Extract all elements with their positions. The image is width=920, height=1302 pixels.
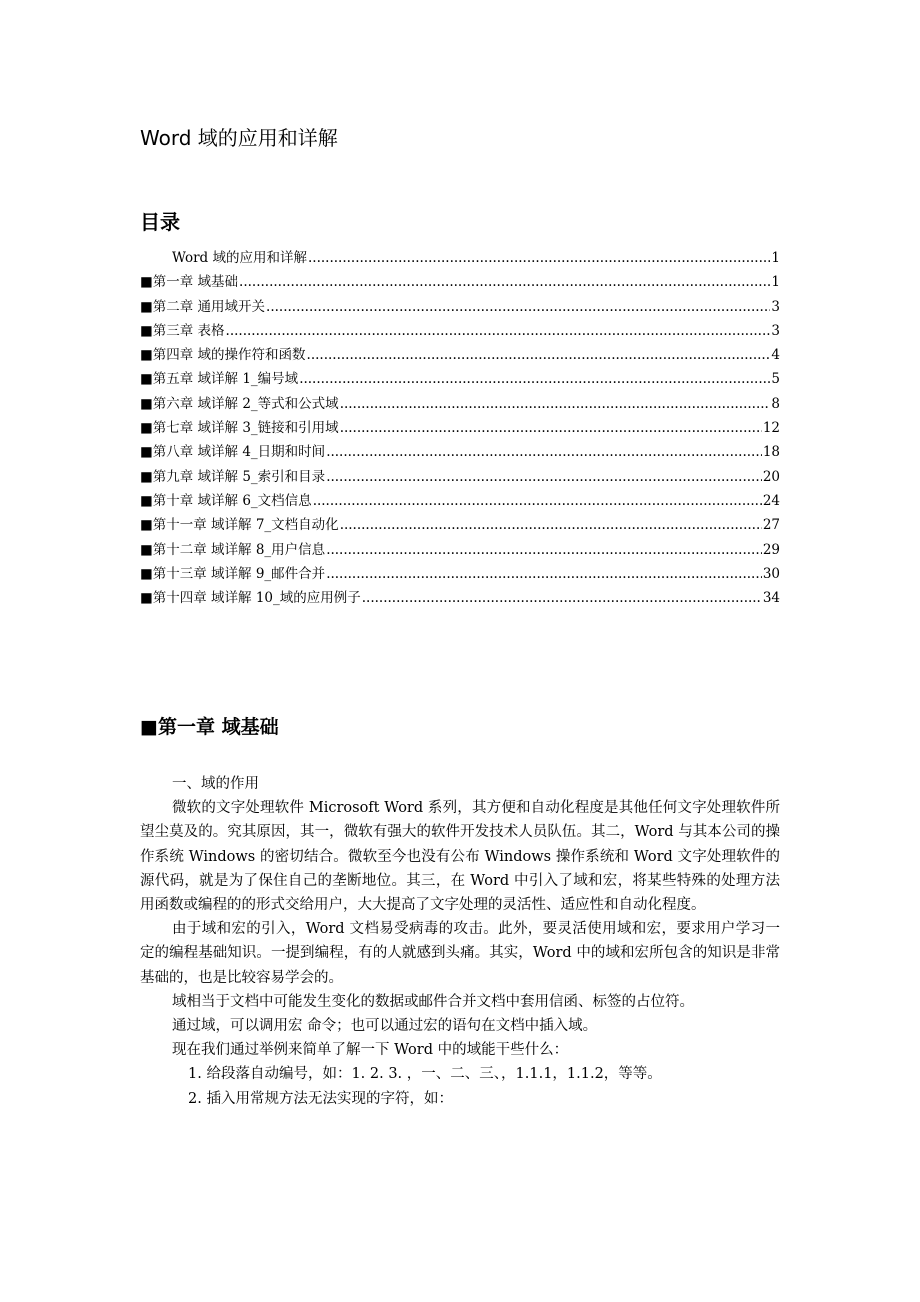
toc-leader-dots <box>326 538 762 562</box>
toc-leader-dots <box>313 489 762 513</box>
toc-leader-dots <box>226 319 771 343</box>
toc-entry-page: 30 <box>762 565 780 582</box>
body-paragraph: 现在我们通过举例来简单了解一下 Word 中的域能干些什么： <box>172 1042 569 1059</box>
toc-entry[interactable] <box>140 319 780 343</box>
toc-leader-dots <box>266 295 770 319</box>
section-subheading: 一、域的作用 <box>172 776 259 792</box>
toc-entry-label: ■第十四章 域详解 10_域的应用例子 <box>140 590 361 607</box>
body-paragraph: 由于域和宏的引入，Word 文档易受病毒的攻击。此外，要灵活使用域和宏，要求用户学习一定的编程基础知识。一提到编程，有的人就感到头痛。其实，Word 中的域和宏所包含的知识是非常基础的，也是比较容易学会的。 <box>140 921 780 986</box>
toc-entry-page: 1 <box>771 274 780 291</box>
toc-leader-dots <box>326 465 762 489</box>
toc-entry-page: 27 <box>762 517 780 534</box>
toc-leader-dots <box>326 562 762 586</box>
toc-leader-dots <box>340 392 771 416</box>
toc-leader-dots <box>299 367 770 391</box>
toc-entry-page: 1 <box>771 250 780 266</box>
toc-entry-label: ■第十一章 域详解 7_文档自动化 <box>140 517 339 534</box>
toc-entry-page: 5 <box>771 371 780 388</box>
toc-entry-label: ■第十三章 域详解 9_邮件合并 <box>140 565 326 582</box>
toc-leader-dots <box>326 440 762 464</box>
toc-entry-page: 4 <box>771 347 780 364</box>
toc-entry-page: 20 <box>762 468 780 485</box>
toc-leader-dots <box>307 343 771 367</box>
toc-entry[interactable] <box>140 586 780 610</box>
toc-heading: 目录 <box>140 210 180 234</box>
toc-entry[interactable] <box>140 392 780 416</box>
toc-entry-page: 3 <box>771 322 780 339</box>
toc-entry-label: Word 域的应用和详解 <box>172 250 307 266</box>
body-paragraph: 微软的文字处理软件 Microsoft Word 系列，其方便和自动化程度是其他任何文字处理软件所望尘莫及的。究其原因，其一，微软有强大的软件开发技术人员队伍。其二，Word 与其本公司的操作系统 Windows 的密切结合。微软至今也没有公布 Windows 操作系统和 Word 文字处理软件的源代码，就是为了保住自己的垄断地位。其三，在 Word 中引入了域和宏，将某些特殊的处理方法用函数或编程的的形式交给用户，大大提高了文字处理的灵活性、适应性和自动化程度。 <box>140 800 780 914</box>
toc-entry[interactable] <box>140 513 780 537</box>
toc-entry-label: ■第九章 域详解 5_索引和目录 <box>140 468 326 485</box>
toc-entry[interactable] <box>140 343 780 367</box>
toc-leader-dots <box>340 513 762 537</box>
toc-entry[interactable] <box>140 489 780 513</box>
toc-entry-label: ■第四章 域的操作符和函数 <box>140 347 306 364</box>
document-title: Word 域的应用和详解 <box>140 126 338 150</box>
body-paragraph: 域相当于文档中可能发生变化的数据或邮件合并文档中套用信函、标签的占位符。 <box>172 993 694 1010</box>
body-paragraph: 通过域，可以调用宏 命令；也可以通过宏的语句在文档中插入域。 <box>172 1018 598 1035</box>
table-of-contents <box>140 246 780 610</box>
toc-entry[interactable] <box>140 538 780 562</box>
toc-entry-label: ■第七章 域详解 3_链接和引用域 <box>140 420 339 437</box>
toc-entry[interactable] <box>140 246 780 270</box>
chapter-heading: ■第一章 域基础 <box>140 716 279 738</box>
toc-entry-page: 8 <box>771 395 780 412</box>
toc-entry-page: 18 <box>762 444 780 461</box>
toc-entry-page: 24 <box>762 492 780 509</box>
toc-entry-label: ■第六章 域详解 2_等式和公式域 <box>140 395 339 412</box>
toc-leader-dots <box>362 586 762 610</box>
toc-leader-dots <box>239 270 770 294</box>
toc-entry[interactable] <box>140 367 780 391</box>
toc-entry-label: ■第三章 表格 <box>140 322 225 339</box>
toc-entry[interactable] <box>140 295 780 319</box>
toc-entry-label: ■第十章 域详解 6_文档信息 <box>140 492 312 509</box>
list-item: 2. 插入用常规方法无法实现的字符，如： <box>188 1090 453 1107</box>
toc-entry-page: 12 <box>762 420 780 437</box>
list-item: 1. 给段落自动编号，如：1. 2. 3. ，一、二、三、，1.1.1，1.1.2，等等。 <box>188 1066 662 1083</box>
toc-entry-label: ■第十二章 域详解 8_用户信息 <box>140 541 326 558</box>
toc-entry-page: 3 <box>771 298 780 315</box>
toc-entry-page: 29 <box>762 541 780 558</box>
toc-entry-label: ■第一章 域基础 <box>140 274 239 291</box>
toc-entry-label: ■第八章 域详解 4_日期和时间 <box>140 444 326 461</box>
toc-entry[interactable] <box>140 416 780 440</box>
toc-leader-dots <box>340 416 762 440</box>
chapter-body <box>140 772 780 1111</box>
toc-entry-label: ■第二章 通用域开关 <box>140 298 266 315</box>
toc-entry[interactable] <box>140 270 780 294</box>
toc-entry-label: ■第五章 域详解 1_编号域 <box>140 371 299 388</box>
toc-entry[interactable] <box>140 562 780 586</box>
toc-entry-page: 34 <box>762 590 780 607</box>
toc-entry[interactable] <box>140 440 780 464</box>
toc-entry[interactable] <box>140 465 780 489</box>
toc-leader-dots <box>308 246 770 270</box>
